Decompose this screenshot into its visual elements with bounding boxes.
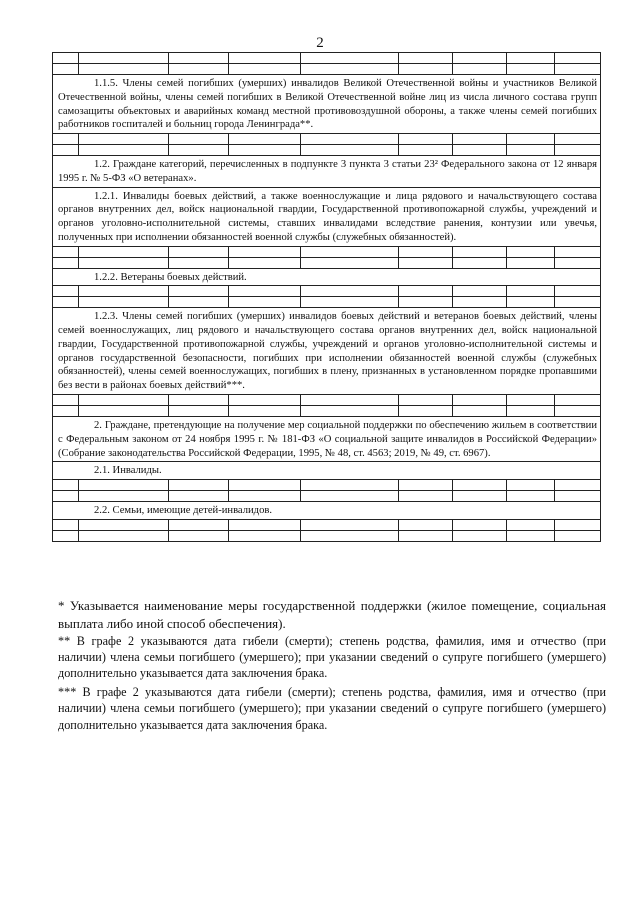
footnotes	[58, 597, 606, 733]
empty-row	[53, 395, 601, 406]
section-row-2	[53, 417, 601, 462]
empty-row	[53, 286, 601, 297]
section-row-1-2-2	[53, 268, 601, 286]
empty-row	[53, 519, 601, 530]
section-text-1-2-3: 1.2.3. Члены семей погибших (умерших) инвалидов боевых действий и ветеранов боевых действий, члены семей военнослужащих, лиц рядового и начальствующего состава органов внутренних дел, войск национальной гвардии, Государственной противопожарной службы, учреждений и органов уголовно-исполнительной системы и органов государственной безопасности, погибших при исполнении обязанностей военной службы (служебных обязанностей), члены семей военнослужащих, погибших в плену, признанных в установленном порядке пропавшими без вести в районах боевых действий***.	[58, 311, 597, 392]
registry-table	[52, 52, 601, 542]
section-text-2-2: 2.2. Семьи, имеющие детей-инвалидов.	[94, 505, 273, 517]
section-text-2: 2. Граждане, претендующие на получение мер социальной поддержки по обеспечению жильем в соответствии с Федеральным законом от 24 ноября 1995 г. № 181-ФЗ «О социальной защите инвалидов в Российской Федерации» (Собрание законодательства Российской Федерации, 1995, № 48, ст. 4563; 2019, № 49, ст. 6967).	[58, 420, 597, 459]
footnote-2: ** В графе 2 указываются дата гибели (смерти); степень родства, фамилия, имя и отчество (при наличии) члена семьи погибшего (умершего); при указании сведений о супруге погибшего (умершего) дополнительно указывается дата заключения брака.	[58, 634, 606, 681]
section-text-1-2-2: 1.2.2. Ветераны боевых действий.	[94, 271, 247, 283]
section-text-2-1: 2.1. Инвалиды.	[94, 465, 162, 477]
section-text-1-2: 1.2. Граждане категорий, перечисленных в подпункте 3 пункта 3 статьи 23² Федерального закона от 12 января 1995 г. № 5-ФЗ «О ветеранах».	[58, 159, 597, 184]
section-row-2-1	[53, 462, 601, 480]
empty-row	[53, 406, 601, 417]
empty-row	[53, 530, 601, 541]
empty-row	[53, 491, 601, 502]
empty-row	[53, 64, 601, 75]
section-text-1-2-1: 1.2.1. Инвалиды боевых действий, а также военнослужащие и лица рядового и начальствующего состава органов внутренних дел, войск национальной гвардии, Государственной противопожарной службы, учреждений и органов уголовно-исполнительной системы, ставших инвалидами вследствие ранения, контузии или увечья, полученных при исполнении обязанностей военной службы (служебных обязанностей).	[58, 190, 597, 243]
section-row-1-2	[53, 156, 601, 188]
empty-row	[53, 145, 601, 156]
section-text-1-1-5: 1.1.5. Члены семей погибших (умерших) инвалидов Великой Отечественной войны и участников Великой Отечественной войны, члены семей погибших в Великой Отечественной войне лиц из числа личного состава групп самозащиты объектовых и аварийных команд местной противовоздушной обороны, а также члены семей погибших работников госпиталей и больниц города Ленинграда**.	[58, 78, 597, 131]
empty-row	[53, 480, 601, 491]
empty-row	[53, 53, 601, 64]
footnote-3: *** В графе 2 указываются дата гибели (смерти); степень родства, фамилия, имя и отчество (при наличии) члена семьи погибшего (умершего); при указании сведений о супруге погибшего (умершего) дополнительно указывается дата заключения брака.	[58, 685, 606, 732]
empty-row	[53, 257, 601, 268]
section-row-1-1-5	[53, 75, 601, 134]
empty-row	[53, 134, 601, 145]
empty-row	[53, 297, 601, 308]
empty-row	[53, 246, 601, 257]
footnote-1: * Указывается наименование меры государственной поддержки (жилое помещение, социальная выплата либо иной способ обеспечения).	[58, 598, 606, 631]
page-number: 2	[316, 35, 324, 51]
section-row-1-2-1	[53, 187, 601, 246]
section-row-2-2	[53, 502, 601, 520]
section-row-1-2-3	[53, 308, 601, 395]
